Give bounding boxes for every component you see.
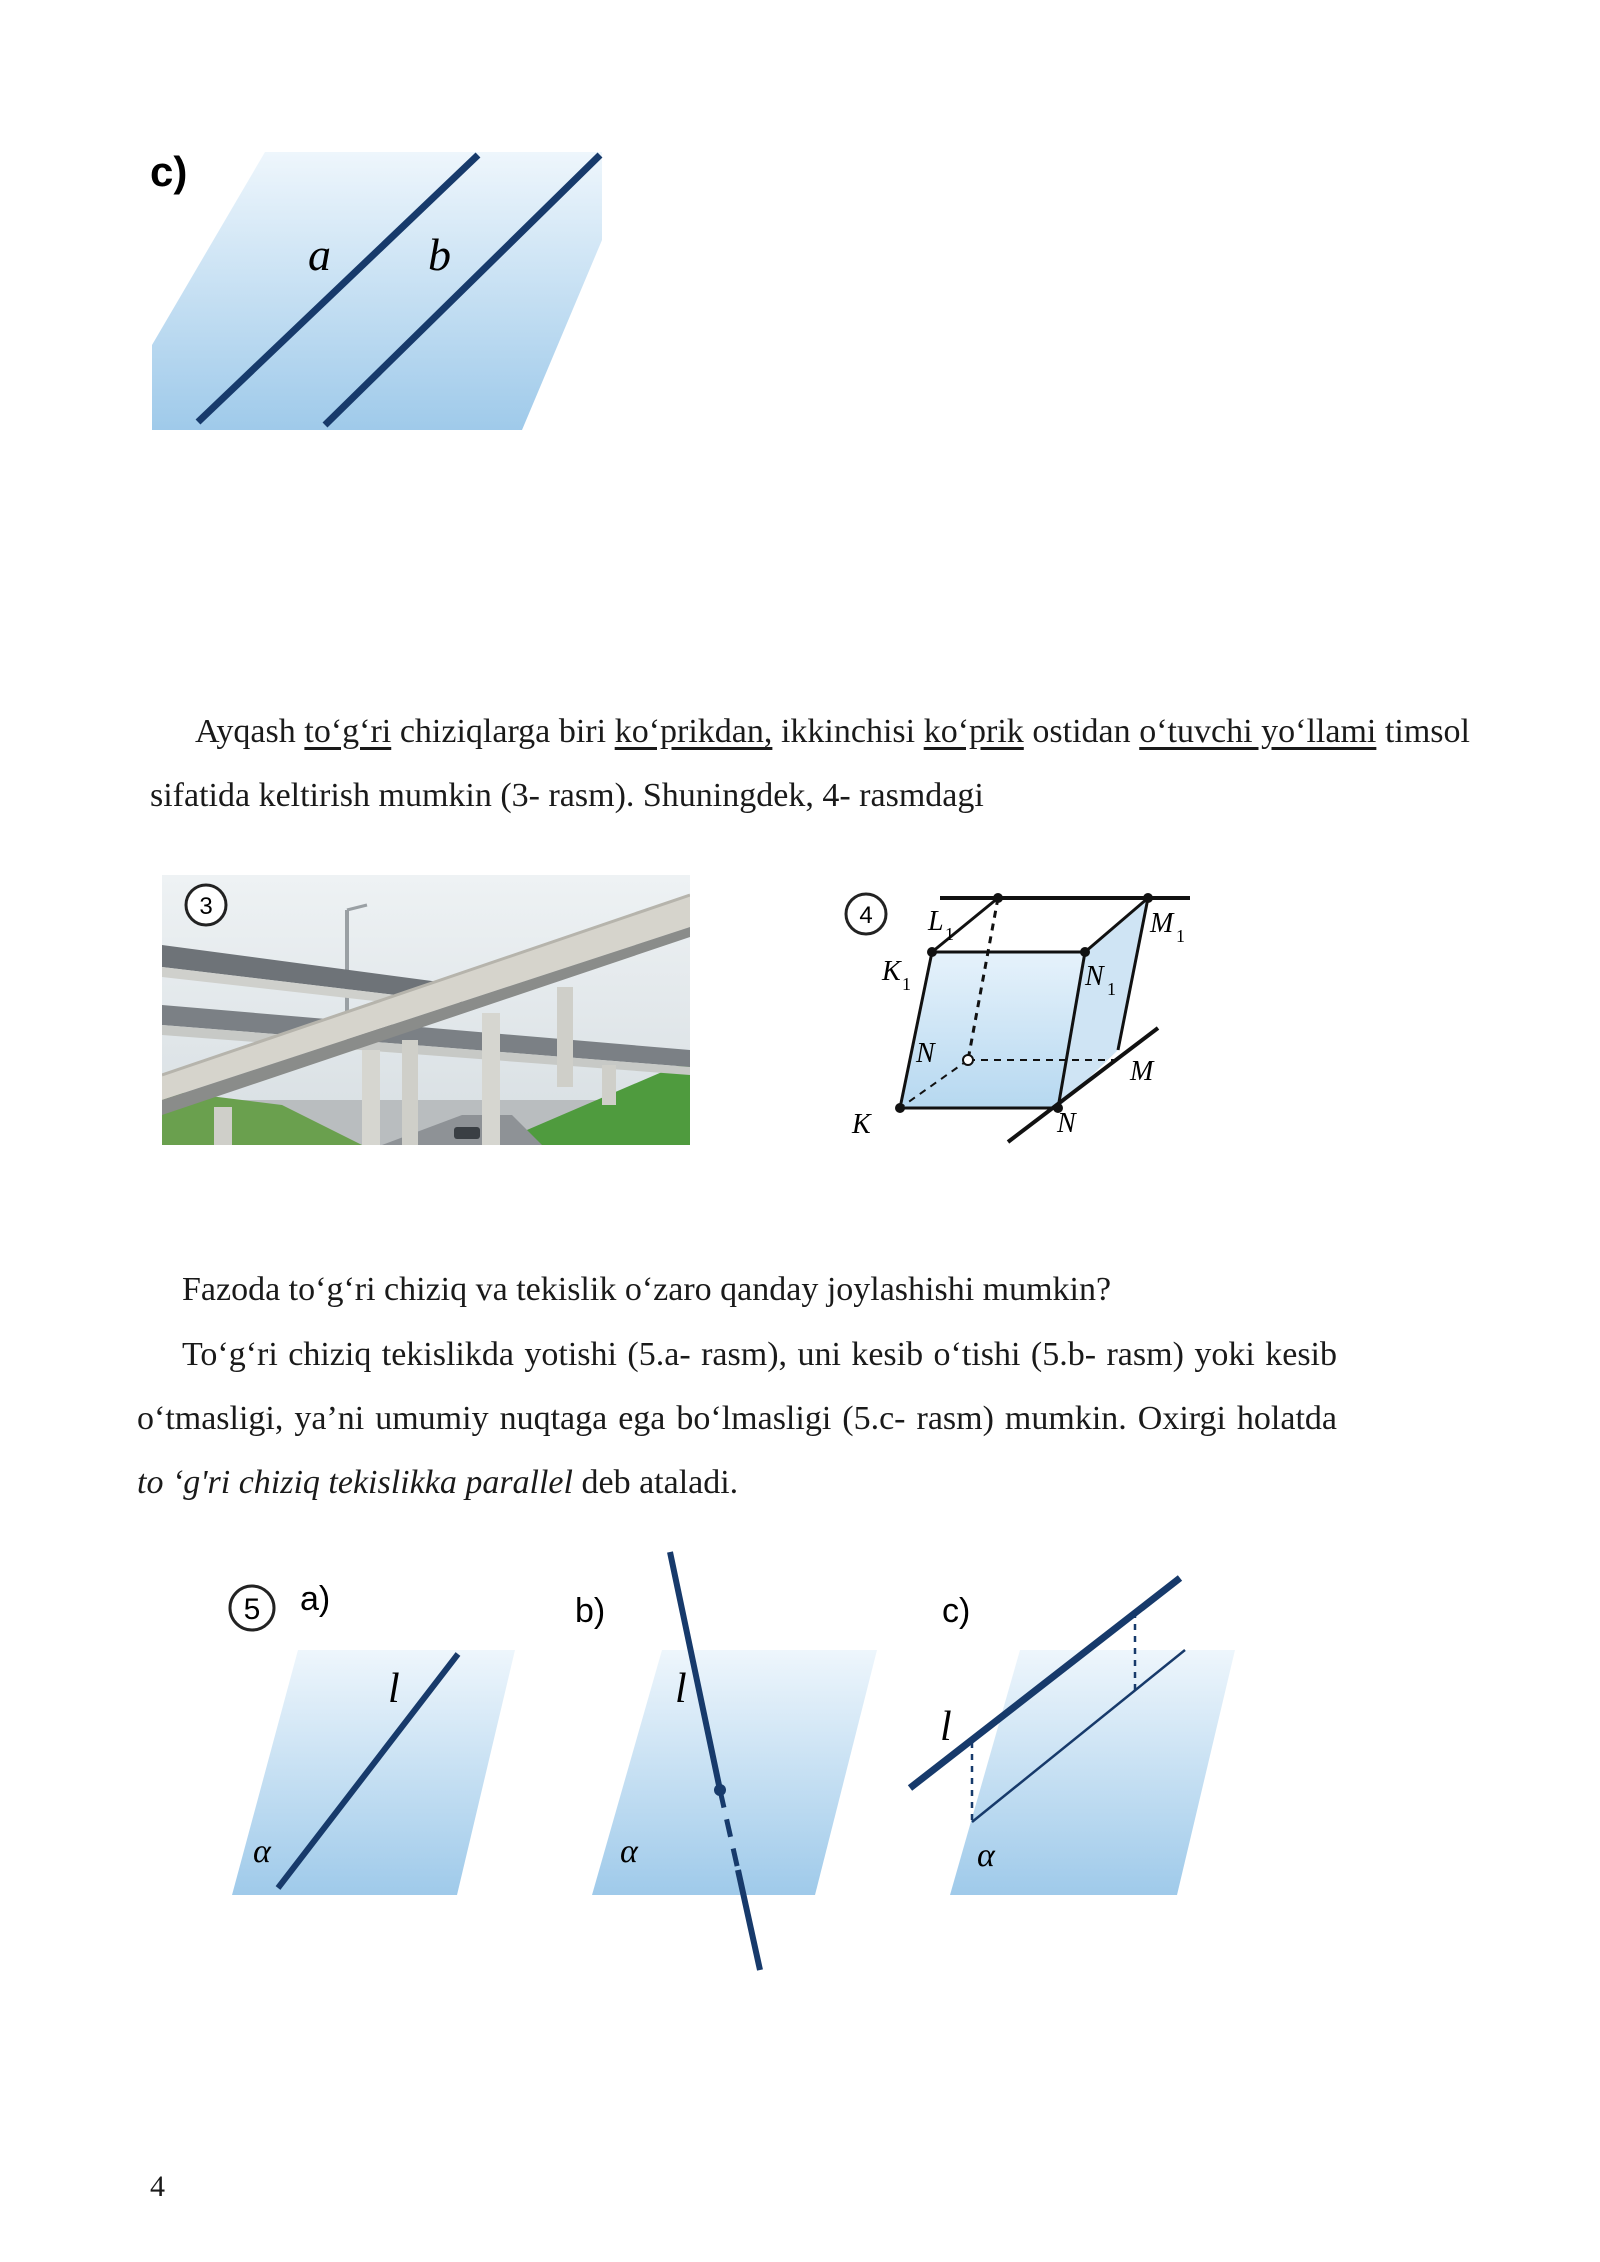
figure-number: 4 [859, 902, 873, 929]
underlined-text: to‘g‘ri [304, 713, 392, 750]
point-label-K1-sub: 1 [902, 974, 911, 994]
figure-number: 3 [199, 893, 213, 920]
figure-bridge-photo [162, 875, 690, 1145]
line-a-label: a [308, 229, 331, 280]
line-label-l: l [388, 1666, 400, 1712]
text-fragment: timsol sifatida keltirish mumkin (3- rasm). Shuningdek, 4- rasmdagi [150, 713, 1470, 814]
point-label-L1-sub: 1 [945, 924, 954, 944]
line-b-label: b [428, 229, 451, 280]
text-fragment: Ayqash [195, 713, 305, 750]
point-label-N1: N [1085, 961, 1104, 992]
subfigure-label-a: a) [300, 1580, 331, 1618]
point-label-M1-sub: 1 [1176, 926, 1185, 946]
subfigure-a [232, 1580, 515, 1895]
underlined-text: o‘tuvchi yo‘llami [1139, 713, 1377, 750]
subfigure-label-b: b) [575, 1592, 606, 1630]
paragraph-line-plane [137, 1323, 1337, 1515]
plane-label-alpha: α [620, 1833, 638, 1870]
point-label-M: M [1130, 1056, 1154, 1087]
point-label-N-inner: N [916, 1038, 935, 1069]
line-label-l: l [940, 1704, 952, 1750]
underlined-text: ko‘prikdan, [614, 713, 773, 750]
page-number: 4 [150, 2170, 165, 2203]
point-label-K: K [852, 1109, 871, 1140]
plane [152, 152, 602, 430]
text-fragment: deb ataladi. [572, 1464, 739, 1501]
emphasized-term: to ‘g'ri chiziq tekislikka parallel [137, 1464, 573, 1501]
subfigure-b [575, 1552, 877, 1970]
point-label-M1: M [1150, 908, 1174, 939]
subfigure-label-c: c) [942, 1592, 971, 1630]
figure-parallelepiped [840, 880, 1210, 1150]
figure-number: 5 [243, 1593, 261, 1626]
text-fragment: ostidan [1023, 713, 1140, 750]
paragraph-question: Fazoda to‘g‘ri chiziq va tekislik o‘zaro qanday joylashishi mumkin? [182, 1271, 1112, 1308]
figure-label: c) [150, 148, 188, 195]
point-label-N: N [1057, 1108, 1076, 1139]
point-label-K1: K [882, 956, 901, 987]
underlined-text: ko‘prik [923, 713, 1024, 750]
text-fragment: To‘g‘ri chiziq tekislikda yotishi (5.a- rasm), uni kesib o‘tishi (5.b- rasm) yoki kesib o‘tmasligi, ya’ni umumiy nuqtaga ega bo‘lmasligi (5.c- rasm) mumkin. Oxirgi holatda [137, 1336, 1337, 1437]
paragraph-skew-lines [150, 700, 1470, 828]
point-label-N1-sub: 1 [1107, 979, 1116, 999]
text-fragment: ikkinchisi [772, 713, 924, 750]
figure-line-plane-positions [220, 1550, 1260, 1990]
subfigure-c [910, 1578, 1235, 1895]
plane-label-alpha: α [253, 1833, 271, 1870]
figure-parallel-lines-plane [140, 140, 620, 440]
text-fragment: chiziqlarga biri [391, 713, 615, 750]
plane-label-alpha: α [977, 1837, 995, 1874]
point-label-L1: L [928, 906, 944, 937]
line-label-l: l [675, 1666, 687, 1712]
